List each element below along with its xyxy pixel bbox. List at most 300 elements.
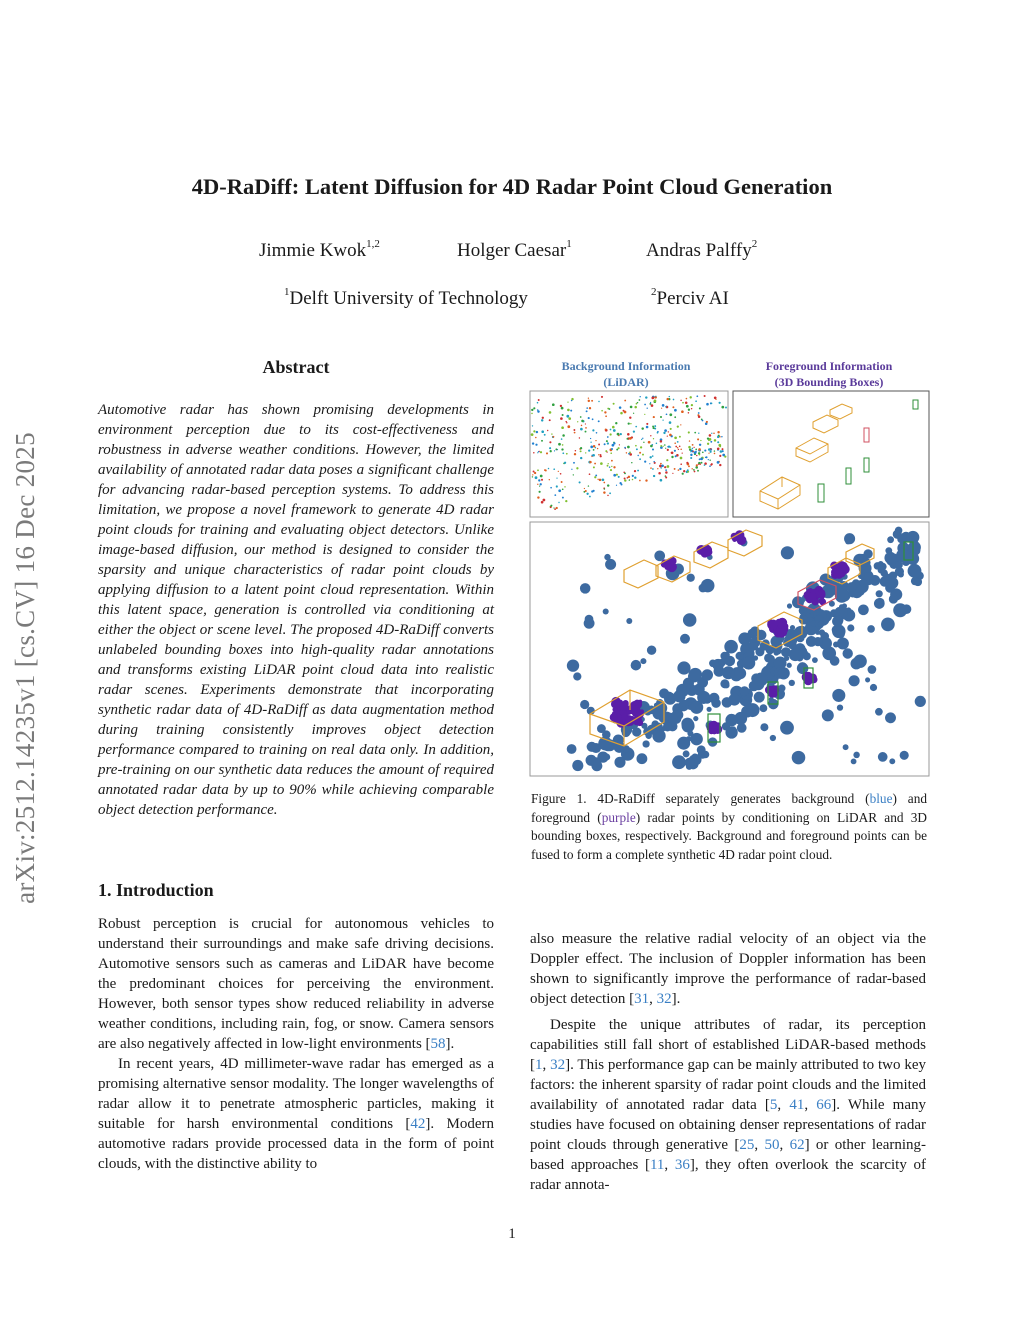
lidar-point: [538, 451, 539, 452]
background-point: [580, 700, 589, 709]
lidar-point: [564, 486, 565, 487]
background-point: [677, 737, 690, 750]
lidar-point: [658, 472, 661, 475]
lidar-point: [571, 469, 572, 470]
lidar-point: [567, 401, 568, 402]
lidar-point: [554, 450, 555, 451]
lidar-point: [610, 429, 612, 431]
background-point: [734, 668, 746, 680]
lidar-point: [704, 450, 706, 452]
lidar-point: [709, 434, 712, 437]
citation-link[interactable]: 32: [550, 1057, 566, 1073]
arxiv-identifier: arXiv:2512.14235v1 [cs.CV] 16 Dec 2025: [10, 432, 40, 904]
lidar-point: [549, 447, 551, 449]
author-name: Holger Caesar: [457, 240, 567, 261]
foreground-point: [665, 564, 670, 569]
lidar-point: [562, 497, 564, 499]
lidar-point: [553, 468, 555, 470]
lidar-point: [674, 442, 676, 444]
citation-link[interactable]: 58: [430, 1036, 446, 1052]
lidar-point: [665, 406, 667, 408]
background-point: [885, 712, 896, 723]
lidar-point: [581, 420, 584, 423]
lidar-point: [654, 425, 656, 427]
citation-link[interactable]: 62: [789, 1137, 805, 1153]
lidar-point: [595, 447, 596, 448]
lidar-point: [607, 442, 609, 444]
background-point: [832, 689, 845, 702]
lidar-point: [706, 403, 709, 406]
lidar-point: [692, 451, 694, 453]
lidar-point: [608, 463, 609, 464]
background-point: [580, 583, 591, 594]
lidar-point: [618, 447, 620, 449]
background-point: [668, 714, 678, 724]
lidar-point: [531, 433, 534, 436]
lidar-point: [602, 478, 605, 481]
lidar-point: [540, 451, 542, 453]
lidar-point: [689, 449, 691, 451]
author-1: [259, 240, 380, 262]
background-point: [851, 658, 863, 670]
lidar-point: [704, 395, 706, 397]
citation-link[interactable]: 36: [674, 1157, 690, 1173]
lidar-point: [531, 409, 533, 411]
lidar-point: [692, 444, 694, 446]
lidar-point: [699, 454, 701, 456]
foreground-point: [614, 700, 622, 708]
lidar-point: [667, 446, 668, 447]
lidar-point: [690, 454, 692, 456]
lidar-point: [680, 449, 682, 451]
lidar-point: [639, 399, 641, 401]
background-point: [865, 677, 870, 682]
lidar-point: [585, 431, 587, 433]
abstract-heading: Abstract: [262, 357, 330, 377]
lidar-point: [639, 396, 640, 397]
background-point: [789, 648, 802, 661]
background-point: [787, 663, 792, 668]
lidar-point: [671, 451, 674, 454]
lidar-point: [549, 411, 552, 414]
lidar-point: [701, 462, 703, 464]
foreground-point: [802, 673, 811, 682]
background-point: [790, 625, 795, 630]
lidar-point: [686, 405, 689, 408]
lidar-point: [613, 403, 615, 405]
background-point: [836, 629, 845, 638]
lidar-point: [646, 426, 649, 429]
lidar-point: [533, 407, 535, 409]
lidar-point: [581, 425, 583, 427]
lidar-point: [690, 451, 691, 452]
lidar-point: [580, 450, 582, 452]
lidar-point: [579, 481, 581, 483]
background-point: [859, 579, 867, 587]
lidar-point: [595, 474, 597, 476]
lidar-point: [626, 452, 627, 453]
lidar-point: [627, 433, 630, 436]
lidar-point: [548, 468, 550, 470]
lidar-point: [669, 434, 672, 437]
lidar-point: [588, 449, 590, 451]
foreground-point: [841, 564, 848, 571]
background-point: [750, 642, 759, 651]
lidar-point: [532, 425, 533, 426]
lidar-point: [637, 455, 638, 456]
lidar-point: [556, 507, 558, 509]
background-point: [889, 595, 898, 604]
lidar-point: [597, 479, 598, 480]
lidar-point: [585, 427, 587, 429]
lidar-point: [552, 403, 555, 406]
lidar-point: [556, 485, 558, 487]
lidar-point: [675, 455, 677, 457]
author-name: Jimmie Kwok: [259, 240, 367, 261]
background-point: [626, 618, 632, 624]
lidar-point: [579, 437, 580, 438]
text-span: In recent years, 4D millimeter-wave radar has emerged as a promising alternative sensor modality. The longer wavelengths of radar allow it to penetrate atmospheric particles, making it suitable for harsh environmental conditions [: [98, 1056, 494, 1132]
lidar-point: [693, 469, 695, 471]
lidar-point: [537, 469, 539, 471]
lidar-point: [594, 476, 596, 478]
lidar-point: [711, 463, 713, 465]
lidar-point: [708, 459, 709, 460]
lidar-point: [696, 455, 697, 456]
lidar-point: [589, 461, 591, 463]
lidar-point: [711, 403, 713, 405]
lidar-point: [537, 484, 538, 485]
citation-link[interactable]: 50: [764, 1137, 780, 1153]
background-point: [835, 607, 845, 617]
lidar-point: [682, 402, 684, 404]
lidar-point: [695, 400, 697, 402]
lidar-point: [541, 430, 544, 433]
lidar-point: [653, 461, 655, 463]
background-point: [847, 582, 857, 592]
citation-link[interactable]: 66: [816, 1097, 832, 1113]
right-column-body: [530, 929, 926, 1195]
lidar-point: [616, 449, 618, 451]
lidar-point: [717, 441, 719, 443]
background-point: [694, 685, 704, 695]
lidar-point: [589, 407, 591, 409]
lidar-point: [663, 432, 665, 434]
background-point: [724, 682, 730, 688]
lidar-point: [707, 437, 709, 439]
foreground-point: [833, 568, 842, 577]
background-point: [760, 723, 768, 731]
background-point: [735, 652, 743, 660]
lidar-point: [652, 448, 654, 450]
background-point: [880, 576, 890, 586]
background-point: [707, 707, 712, 712]
background-point: [881, 618, 895, 632]
citation-link[interactable]: 1: [535, 1057, 543, 1073]
lidar-point: [629, 437, 632, 440]
lidar-point: [657, 468, 658, 469]
right-paragraph-2: [530, 1015, 926, 1195]
background-point: [798, 662, 808, 672]
lidar-point: [599, 479, 602, 482]
background-point: [874, 598, 885, 609]
lidar-point: [617, 433, 620, 436]
background-point: [858, 572, 865, 579]
lidar-point: [634, 406, 637, 409]
background-point: [863, 549, 872, 558]
lidar-point: [692, 448, 694, 450]
lidar-point: [697, 470, 699, 472]
bg-label-1: Background Information: [561, 359, 691, 373]
background-point: [598, 737, 612, 751]
text-span: ]. While many studies have focused on obtaining denser representations of radar point clouds through generative [: [530, 1097, 927, 1153]
lidar-point: [613, 474, 616, 477]
text-span: ], they often overlook the scarcity of radar annota-: [530, 1157, 927, 1193]
background-point: [640, 658, 646, 664]
text-span: ]. Modern automotive radars provide processed data in the form of point clouds, with the distinctive ability to: [98, 1116, 494, 1172]
lidar-point: [598, 420, 600, 422]
lidar-point: [619, 406, 622, 409]
citation-link[interactable]: 42: [410, 1116, 426, 1132]
lidar-point: [660, 445, 662, 447]
background-point: [572, 760, 583, 771]
background-point: [812, 657, 818, 663]
background-point: [853, 752, 860, 759]
lidar-point: [719, 464, 721, 466]
lidar-point: [688, 409, 690, 411]
text-span: Robust perception is crucial for autonomous vehicles to understand their surroundings and make safe driving decisions. Automotive sensors such as cameras and LiDAR have become the predominant choices for perceiving the environment. However, both sensor types show reduced reliability in adverse weather conditions, including rain, fog, or snow. Camera sensors are also negatively affected in low-light environments [: [98, 916, 494, 1052]
lidar-point: [562, 434, 565, 437]
lidar-point: [554, 508, 556, 510]
lidar-point: [680, 424, 681, 425]
lidar-point: [674, 450, 676, 452]
background-point: [908, 541, 921, 554]
background-point: [567, 744, 577, 754]
lidar-point: [611, 460, 613, 462]
background-point: [837, 637, 849, 649]
text-span: ,: [542, 1057, 551, 1073]
lidar-point: [665, 448, 666, 449]
text-span: ) and foreground (: [531, 791, 927, 825]
lidar-point: [674, 436, 677, 439]
background-point: [695, 705, 703, 713]
lidar-point: [593, 466, 595, 468]
background-point: [723, 652, 729, 658]
background-point: [894, 530, 900, 536]
lidar-point: [586, 410, 588, 412]
lidar-point: [628, 422, 630, 424]
background-point: [726, 714, 737, 725]
background-point: [781, 647, 791, 657]
lidar-point: [556, 477, 557, 478]
lidar-point: [669, 396, 670, 397]
background-point: [876, 590, 883, 597]
citation-link[interactable]: 5: [769, 1097, 778, 1113]
lidar-point: [677, 447, 678, 448]
citation-link[interactable]: 11: [649, 1157, 665, 1173]
background-point: [754, 692, 765, 703]
background-point: [870, 575, 881, 586]
lidar-point: [624, 479, 626, 481]
lidar-point: [601, 410, 603, 412]
lidar-point: [722, 448, 724, 450]
lidar-point: [560, 417, 563, 420]
lidar-point: [609, 466, 611, 468]
lidar-point: [650, 467, 652, 469]
background-point: [878, 752, 888, 762]
background-point: [647, 645, 656, 654]
lidar-point: [633, 430, 635, 432]
lidar-point: [689, 396, 691, 398]
lidar-point: [539, 491, 541, 493]
background-point: [759, 704, 767, 712]
lidar-point: [562, 414, 564, 416]
citation-link[interactable]: 41: [789, 1097, 805, 1113]
text-span: Figure 1. 4D-RaDiff separately generates background (: [531, 791, 870, 806]
lidar-point: [708, 448, 711, 451]
foreground-point: [612, 707, 616, 711]
background-point: [754, 673, 768, 687]
lidar-point: [666, 398, 668, 400]
background-point: [573, 672, 581, 680]
lidar-point: [573, 429, 575, 431]
background-point: [780, 721, 794, 735]
lidar-point: [618, 476, 620, 478]
text-span: ) radar points by conditioning on LiDAR and 3D bounding boxes, respectively. Background and foreground points can be fused to form a complete synthetic 4D radar point cloud.: [531, 809, 927, 862]
lidar-point: [680, 463, 682, 465]
citation-link[interactable]: 25: [739, 1137, 755, 1153]
background-point: [900, 751, 909, 760]
lidar-point: [687, 469, 689, 471]
lidar-point: [609, 433, 611, 435]
lidar-point: [629, 417, 631, 419]
background-point: [711, 698, 720, 707]
lidar-point: [660, 416, 662, 418]
lidar-point: [677, 425, 679, 427]
foreground-point: [777, 622, 784, 629]
lidar-point: [632, 475, 634, 477]
lidar-point: [601, 396, 603, 398]
lidar-point: [644, 414, 645, 415]
lidar-point: [580, 447, 582, 449]
lidar-point: [639, 452, 641, 454]
lidar-point: [537, 410, 539, 412]
lidar-point: [696, 395, 698, 397]
lidar-point: [664, 429, 667, 432]
lidar-point: [667, 465, 670, 468]
lidar-point: [537, 496, 539, 498]
caption-blue-word: blue: [869, 791, 893, 806]
lidar-point: [644, 404, 646, 406]
affiliation-2: [651, 288, 729, 310]
lidar-point: [539, 486, 540, 487]
background-point: [681, 706, 686, 711]
lidar-point: [544, 469, 546, 471]
lidar-point: [605, 428, 607, 430]
lidar-point: [697, 438, 699, 440]
lidar-point: [591, 400, 593, 402]
lidar-point: [619, 482, 621, 484]
lidar-point: [636, 403, 638, 405]
affil-sup: 2: [651, 286, 657, 298]
citation-link[interactable]: 32: [656, 991, 672, 1007]
lidar-point: [588, 417, 590, 419]
background-point: [745, 708, 751, 714]
lidar-point: [549, 419, 551, 421]
lidar-point: [547, 430, 548, 431]
lidar-point: [721, 406, 724, 409]
lidar-point: [690, 457, 692, 459]
lidar-point: [634, 477, 636, 479]
lidar-point: [607, 495, 609, 497]
lidar-point: [584, 488, 585, 489]
background-point: [739, 633, 749, 643]
lidar-point: [698, 448, 701, 451]
lidar-point: [634, 470, 636, 472]
background-point: [683, 613, 696, 626]
lidar-point: [709, 459, 710, 460]
text-span: Despite the unique attributes of radar, its perception capabilities still fall short of established LiDAR-based methods [: [530, 1017, 926, 1073]
lidar-point: [702, 420, 704, 422]
lidar-point: [652, 455, 654, 457]
text-span: ,: [649, 991, 657, 1007]
background-point: [781, 546, 794, 559]
lidar-point: [704, 464, 706, 466]
lidar-point: [607, 484, 609, 486]
lidar-point: [598, 401, 599, 402]
foreground-point: [808, 592, 816, 600]
lidar-point: [650, 435, 651, 436]
lidar-point: [653, 416, 655, 418]
lidar-point: [717, 431, 719, 433]
background-point: [898, 571, 904, 577]
lidar-point: [669, 421, 672, 424]
lidar-point: [551, 433, 552, 434]
lidar-point: [642, 454, 644, 456]
lidar-point: [620, 433, 622, 435]
lidar-point: [607, 465, 609, 467]
author-name: Andras Palffy: [646, 240, 752, 261]
lidar-point: [645, 396, 647, 398]
lidar-point: [580, 416, 582, 418]
lidar-point: [653, 475, 655, 477]
citation-link[interactable]: 31: [634, 991, 650, 1007]
lidar-point: [637, 402, 639, 404]
lidar-point: [694, 471, 696, 473]
lidar-point: [693, 447, 694, 448]
lidar-point: [586, 407, 588, 409]
lidar-point: [660, 479, 663, 482]
lidar-point: [610, 452, 612, 454]
lidar-point: [698, 412, 700, 414]
lidar-point: [661, 408, 662, 409]
lidar-point: [678, 449, 679, 450]
author-affil-sup: 1: [566, 238, 572, 250]
lidar-point: [611, 466, 612, 467]
lidar-point: [671, 456, 673, 458]
lidar-point: [719, 402, 721, 404]
paper-title: 4D-RaDiff: Latent Diffusion for 4D Radar Point Cloud Generation: [191, 174, 833, 199]
lidar-point: [643, 442, 644, 443]
background-point: [789, 680, 795, 686]
text-span: ,: [777, 1097, 790, 1113]
lidar-point: [550, 505, 552, 507]
lidar-point: [541, 419, 543, 421]
background-point: [887, 536, 894, 543]
foreground-point: [769, 620, 778, 629]
lidar-point: [531, 413, 533, 415]
lidar-point: [541, 501, 544, 504]
